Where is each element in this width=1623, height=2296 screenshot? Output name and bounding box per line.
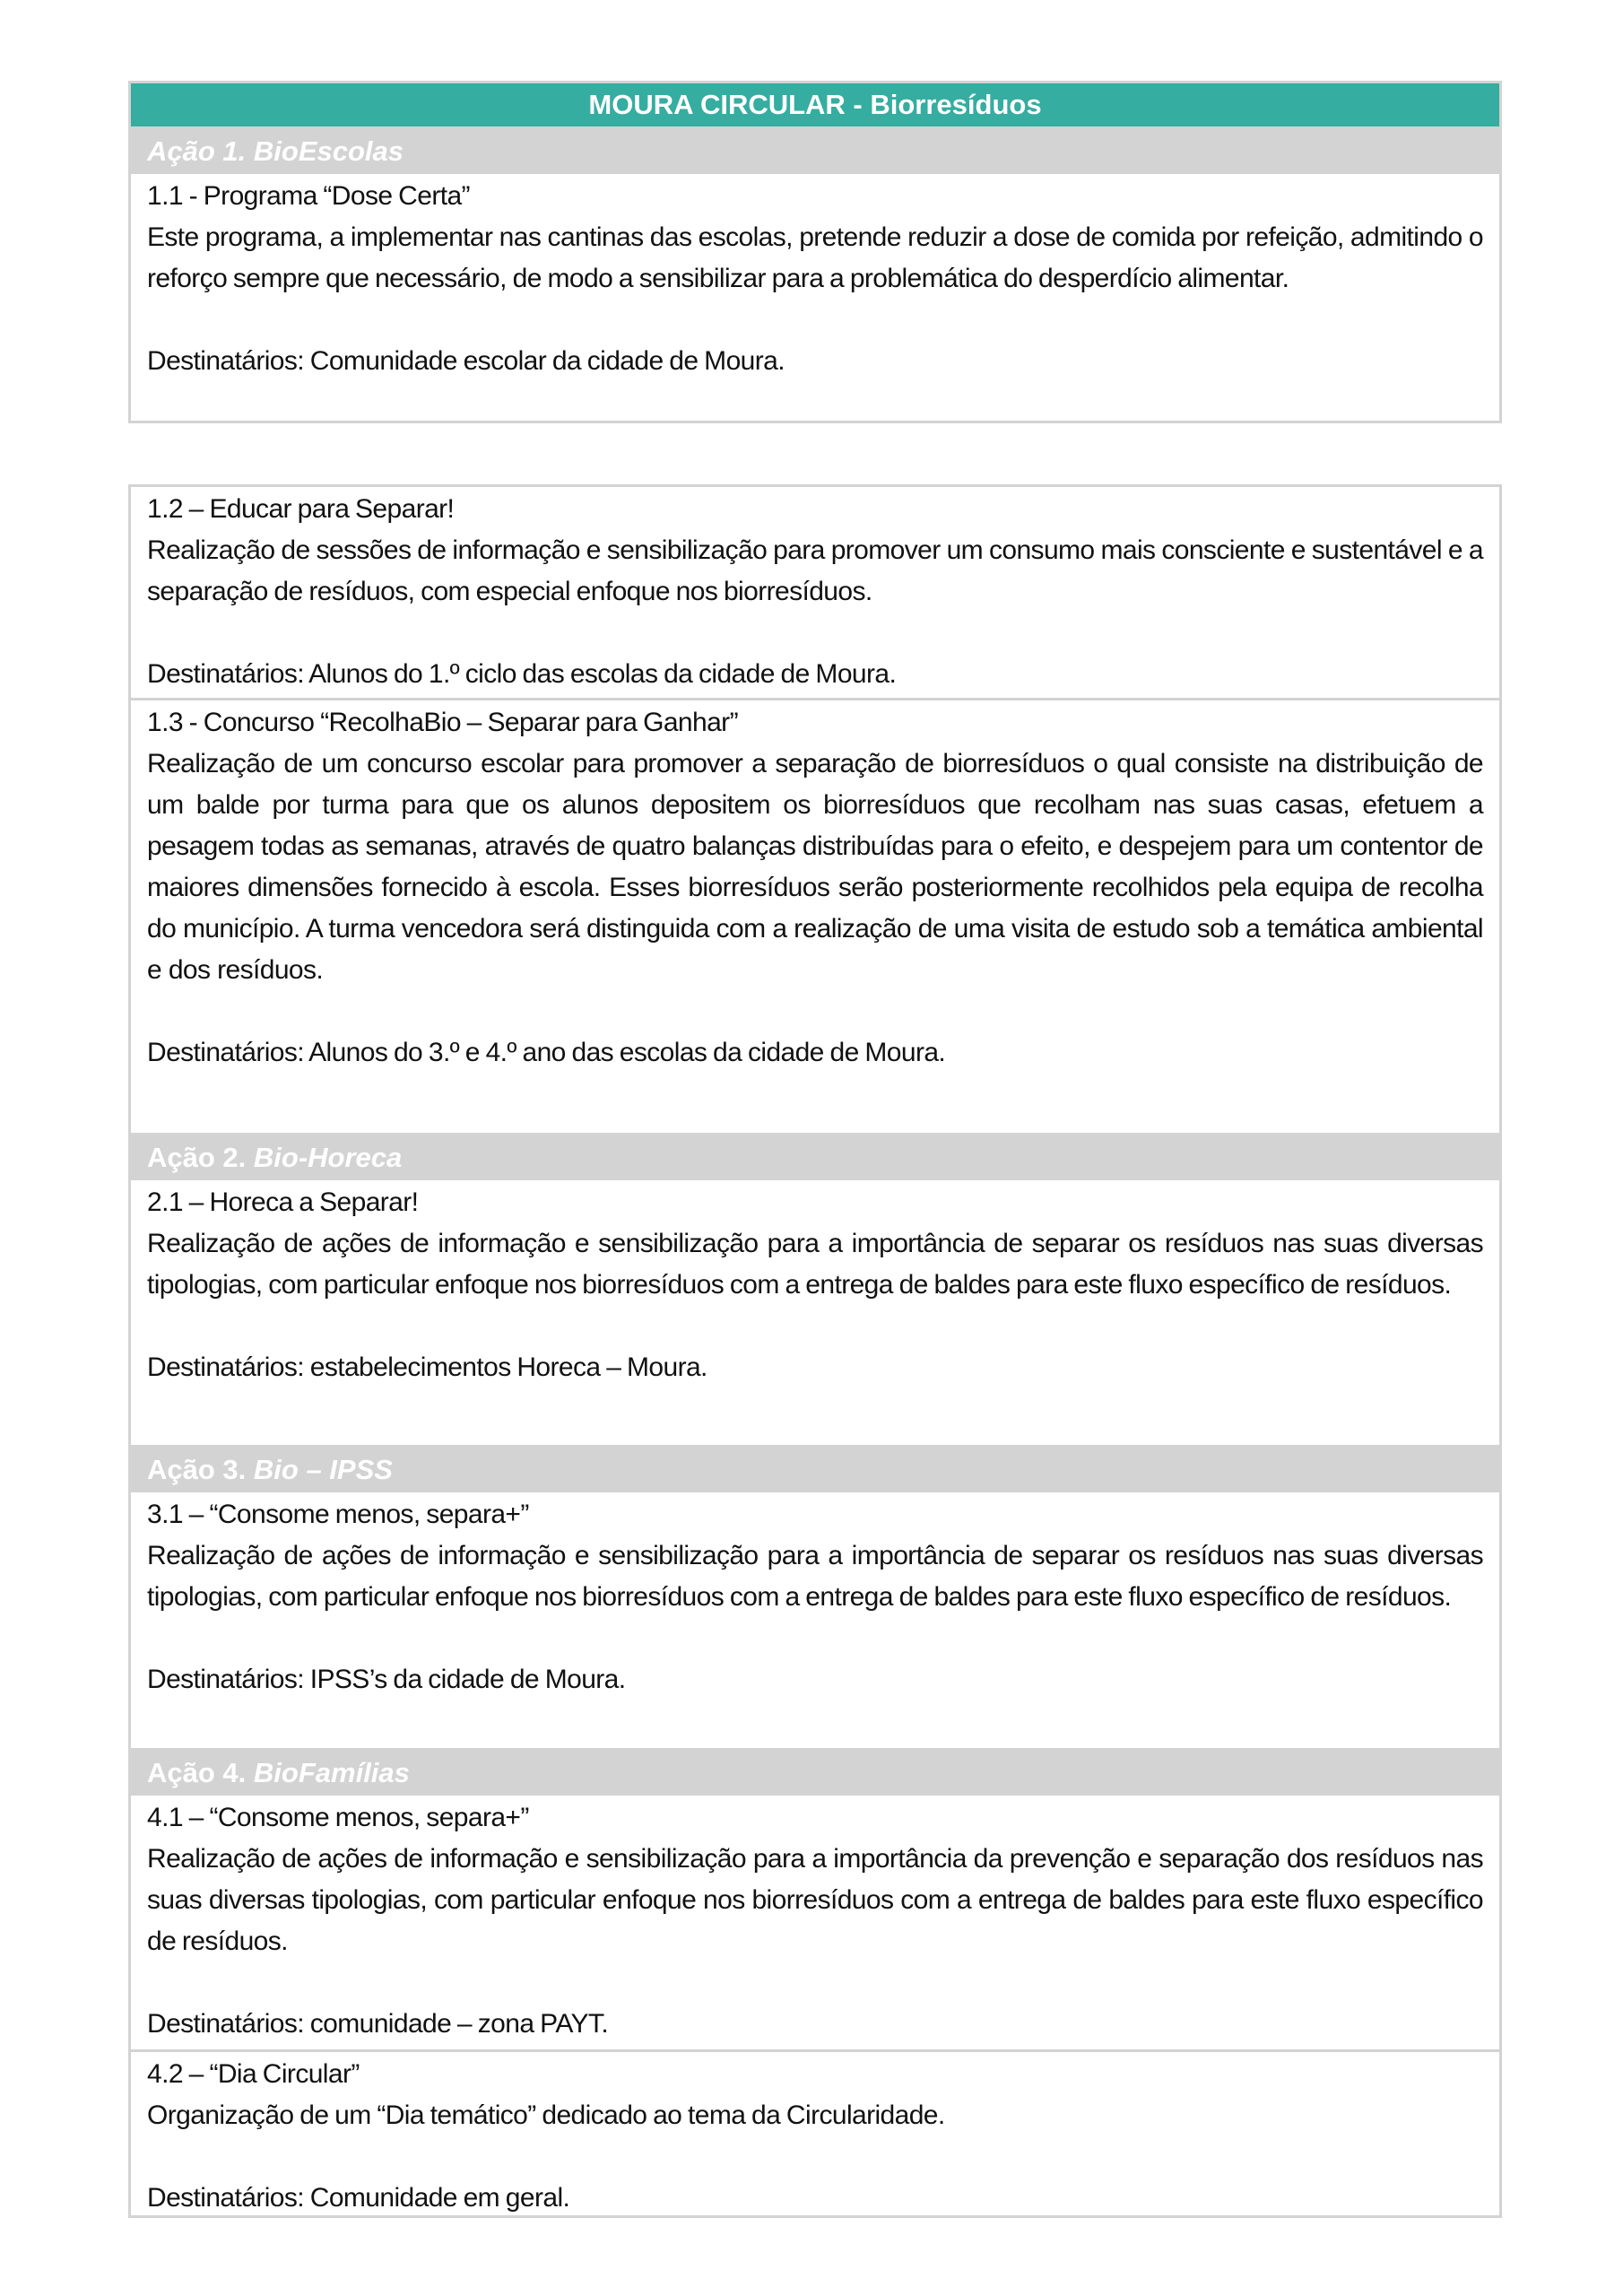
item-heading: 3.1 – “Consome menos, separa+” <box>147 1500 529 1529</box>
action-prefix: Ação 3. <box>147 1454 247 1485</box>
action-prefix: Ação 4. <box>147 1757 247 1788</box>
item-description: Realização de sessões de informação e sensibilização para promover um consumo mais consciente e sustentável e a separação de resíduos, com especial enfoque nos biorresíduos. <box>147 535 1483 606</box>
item-description: Realização de um concurso escolar para promover a separação de biorresíduos o qual consiste na distribuição de um balde por turma para que os alunos depositem os biorresíduos que recolham nas suas casas, efetuem a pesagem todas as semanas, através de quatro balanças distribuídas para o efeito, e despejem para um contentor de maiores dimensões fornecido à escola. Esses biorresíduos serão posteriormente recolhidos pela equipa de recolha do município. A turma vencedora será distinguida com a realização de uma visita de estudo sob a temática ambiental e dos resíduos. <box>147 749 1483 985</box>
spacer <box>147 1306 1483 1347</box>
item-description: Organização de um “Dia temático” dedicado ao tema da Circularidade. <box>147 2100 945 2130</box>
item-target: Destinatários: Alunos do 1.º ciclo das escolas da cidade de Moura. <box>147 659 897 689</box>
action-header-3 <box>131 1445 1499 1490</box>
item-target: Destinatários: IPSS’s da cidade de Moura. <box>147 1665 626 1694</box>
document-title: MOURA CIRCULAR - Biorresíduos <box>131 83 1499 126</box>
item-target: Destinatários: Alunos do 3.º e 4.º ano das escolas da cidade de Moura. <box>147 1038 946 1067</box>
item-description: Realização de ações de informação e sensibilização para a importância de separar os resíduos nas suas diversas tipologias, com particular enfoque nos biorresíduos com a entrega de baldes para este fluxo específico de resíduos. <box>147 1229 1483 1300</box>
item-3-1 <box>131 1490 1499 1748</box>
item-1-1 <box>131 171 1499 421</box>
item-target: Destinatários: Comunidade em geral. <box>147 2183 570 2213</box>
item-description: Este programa, a implementar nas cantinas das escolas, pretende reduzir a dose de comida por refeição, admitindo o reforço sempre que necessário, de modo a sensibilizar para a problemática do desperdício alimentar. <box>147 222 1483 293</box>
action-header-2 <box>131 1133 1499 1178</box>
action-prefix: Ação 2. <box>147 1142 247 1173</box>
action-name: BioFamílias <box>253 1757 410 1788</box>
item-description: Realização de ações de informação e sensibilização para a importância de separar os resíduos nas suas diversas tipologias, com particular enfoque nos biorresíduos com a entrega de baldes para este fluxo específico de resíduos. <box>147 1541 1483 1612</box>
item-target: Destinatários: estabelecimentos Horeca – Moura. <box>147 1352 707 1382</box>
item-heading: 1.3 - Concurso “RecolhaBio – Separar para Ganhar” <box>147 708 738 737</box>
spacer <box>147 991 1483 1032</box>
item-target: Destinatários: comunidade – zona PAYT. <box>147 2009 609 2039</box>
item-4-1 <box>131 1793 1499 2049</box>
spacer <box>147 613 1483 654</box>
action-name: Bio – IPSS <box>253 1454 393 1485</box>
table-moura-circular-part1 <box>128 81 1502 423</box>
item-1-2 <box>131 487 1499 698</box>
spacer <box>147 300 1483 341</box>
spacer <box>147 1618 1483 1659</box>
item-heading: 1.2 – Educar para Separar! <box>147 494 455 524</box>
spacer <box>147 2136 1483 2178</box>
item-4-2 <box>131 2049 1499 2215</box>
spacer <box>147 1962 1483 2004</box>
action-header-4 <box>131 1748 1499 1793</box>
action-header-1 <box>131 126 1499 171</box>
item-target: Destinatários: Comunidade escolar da cidade de Moura. <box>147 346 785 376</box>
item-heading: 4.2 – “Dia Circular” <box>147 2059 360 2089</box>
item-1-3 <box>131 698 1499 1133</box>
item-heading: 4.1 – “Consome menos, separa+” <box>147 1803 529 1832</box>
action-prefix: Ação 1. <box>147 135 247 167</box>
action-name: BioEscolas <box>253 135 404 167</box>
item-heading: 2.1 – Horeca a Separar! <box>147 1187 419 1217</box>
table-moura-circular-part2 <box>128 484 1502 2218</box>
item-description: Realização de ações de informação e sensibilização para a importância da prevenção e separação dos resíduos nas suas diversas tipologias, com particular enfoque nos biorresíduos com a entrega de baldes para este fluxo específico de resíduos. <box>147 1844 1483 1956</box>
item-heading: 1.1 - Programa “Dose Certa” <box>147 181 470 211</box>
action-name: Bio-Horeca <box>253 1142 403 1173</box>
item-2-1 <box>131 1178 1499 1445</box>
